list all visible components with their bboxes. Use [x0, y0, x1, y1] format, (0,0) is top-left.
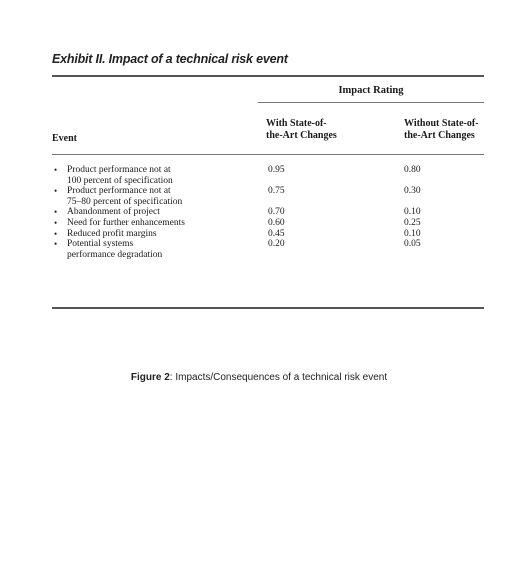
with-rating-value: 0.60: [268, 217, 285, 228]
without-rating-value: 0.10: [404, 207, 421, 218]
exhibit-title: Exhibit II. Impact of a technical risk event: [52, 52, 288, 66]
with-rating-value: 0.70: [268, 207, 285, 218]
with-rating-value: 0.20: [268, 239, 285, 250]
event-label-line: Potential systems: [67, 239, 134, 250]
bullet-icon: •: [54, 207, 58, 218]
table-row: [52, 165, 484, 186]
event-label: [67, 229, 257, 240]
event-label-line: Product performance not at: [67, 165, 171, 175]
without-rating-value: 0.10: [404, 228, 421, 239]
header-rule: [52, 154, 484, 155]
event-label: [67, 186, 257, 207]
event-label-line: Need for further enhancements: [67, 217, 185, 228]
with-header-line-1: With State-of-: [266, 118, 327, 129]
event-table-body: [52, 165, 484, 260]
table-row: [52, 186, 484, 207]
figure-caption-text: : Impacts/Consequences of a technical risk event: [169, 372, 388, 383]
without-rating-value: 0.30: [404, 186, 421, 197]
figure-caption: [0, 372, 518, 383]
with-rating-value: 0.75: [268, 186, 285, 197]
event-label-line: 75–80 percent of specification: [67, 196, 183, 207]
without-state-of-art-header: [404, 118, 479, 142]
without-rating-value: 0.05: [404, 239, 421, 250]
bullet-icon: •: [54, 228, 58, 239]
without-header-line-2: the-Art Changes: [404, 130, 475, 141]
bullet-icon: •: [54, 217, 58, 228]
event-column-header: Event: [52, 133, 77, 144]
top-rule: [52, 75, 484, 77]
without-rating-value: 0.25: [404, 217, 421, 228]
impact-rating-header: Impact Rating: [338, 85, 404, 96]
event-label-line: Abandonment of project: [67, 207, 160, 218]
bullet-icon: •: [54, 239, 58, 250]
impact-rating-rule: [258, 102, 484, 103]
table-row: [52, 218, 484, 229]
event-label-line: Reduced profit margins: [67, 228, 157, 239]
table-row: [52, 229, 484, 240]
bullet-icon: •: [54, 186, 58, 197]
event-label: [67, 207, 257, 218]
event-label-line: 100 percent of specification: [67, 175, 173, 186]
without-header-line-1: Without State-of-: [404, 118, 479, 129]
bottom-rule: [52, 307, 484, 309]
figure-caption-label: Figure 2: [130, 372, 170, 383]
table-row: [52, 239, 484, 260]
with-header-line-2: the-Art Changes: [266, 130, 337, 141]
with-rating-value: 0.95: [268, 165, 285, 175]
event-label: [67, 218, 257, 229]
event-label-line: performance degradation: [67, 249, 163, 260]
table-row: [52, 207, 484, 218]
with-rating-value: 0.45: [268, 228, 285, 239]
event-label-line: Product performance not at: [67, 186, 171, 197]
event-label: [67, 239, 257, 260]
with-state-of-art-header: [266, 118, 337, 142]
bullet-icon: •: [54, 165, 58, 175]
without-rating-value: 0.80: [404, 165, 421, 175]
event-label: [67, 165, 257, 186]
